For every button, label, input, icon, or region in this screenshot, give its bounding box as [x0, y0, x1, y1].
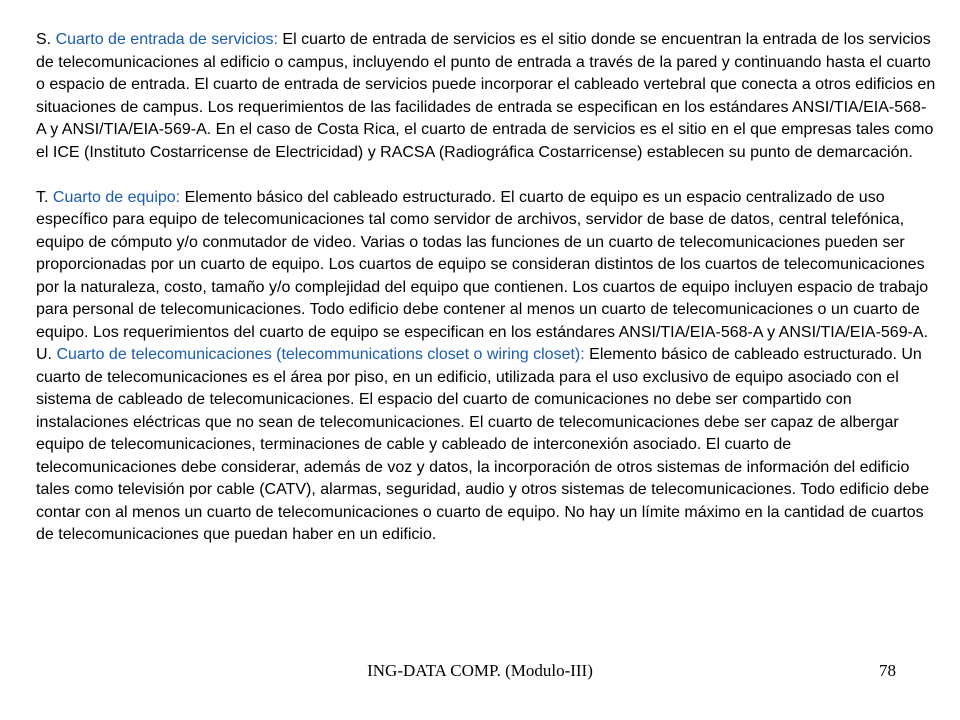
slide-body — [36, 29, 936, 547]
section-body: Elemento básico del cableado estructurado. El cuarto de equipo es un espacio centralizado de uso específico para equipo de telecomunicaciones tal como servidor de archivos, servidor de base de datos, central telefónica, equipo de cómputo y/o conmutador de video. Varias o todas las funciones de un cuarto de telecomunicaciones pueden ser proporcionadas por un cuarto de equipo. Los cuartos de equipo se consideran distintos de los cuartos de telecomunicaciones por la naturaleza, costo, tamaño y/o complejidad del equipo que contienen. Los cuartos de equipo incluyen espacio de trabajo para personal de telecomunicaciones. Todo edificio debe contener al menos un cuarto de telecomunicaciones o un cuarto de equipo. Los requerimientos del cuarto de equipo se especifican en los estándares ANSI/TIA/EIA-568-A y ANSI/TIA/EIA-569-A. — [36, 188, 929, 341]
section-letter: T. — [36, 188, 49, 206]
section-body: Elemento básico de cableado estructurado. Un cuarto de telecomunicaciones es el área por piso, en un edificio, utilizada para el uso exclusivo de equipo asociado con el sistema de cableado de telecomunicaciones. El espacio del cuarto de comunicaciones no debe ser compartido con instalaciones eléctricas que no sean de telecomunicaciones. El cuarto de telecomunicaciones debe ser capaz de albergar equipo de telecomunicaciones, terminaciones de cable y cableado de interconexión asociado. El cuarto de telecomunicaciones debe considerar, además de voz y datos, la incorporación de otros sistemas de información del edificio tales como televisión por cable (CATV), alarmas, seguridad, audio y otros sistemas de telecomunicaciones. Todo edificio debe contar con al menos un cuarto de telecomunicaciones o cuarto de equipo. No hay un límite máximo en la cantidad de cuartos de telecomunicaciones que puedan haber en un edificio. — [36, 346, 930, 543]
section-letter: S. — [36, 31, 52, 48]
section-body: El cuarto de entrada de servicios es el sitio donde se encuentran la entrada de los servicios de telecomunicaciones al edificio o campus, incluyendo el punto de entrada a través de la pared y continuando hasta el cuarto o espacio de entrada. El cuarto de entrada de servicios puede incorporar el cableado vertebral que conecta a otros edificios en situaciones de campus. Los requerimientos de las facilidades de entrada se especifican en los estándares ANSI/TIA/EIA-568-A y ANSI/TIA/EIA-569-A. En el caso de Costa Rica, el cuarto de entrada de servicios es el sitio en el que empresas tales como el ICE (Instituto Costarricense de Electricidad) y RACSA (Radiográfica Costarricense) establecen su punto de demarcación. — [36, 31, 936, 161]
section-term: Cuarto de telecomunicaciones (telecommunications closet o wiring closet): — [56, 346, 585, 363]
section-letter: U. — [36, 346, 52, 363]
section-s — [36, 29, 936, 164]
section-t — [36, 187, 936, 345]
section-u — [36, 344, 936, 547]
footer-title: ING-DATA COMP. (Modulo-III) — [367, 661, 593, 680]
page-number: 78 — [879, 661, 896, 680]
section-term: Cuarto de entrada de servicios: — [55, 31, 278, 48]
section-term: Cuarto de equipo: — [52, 188, 181, 206]
